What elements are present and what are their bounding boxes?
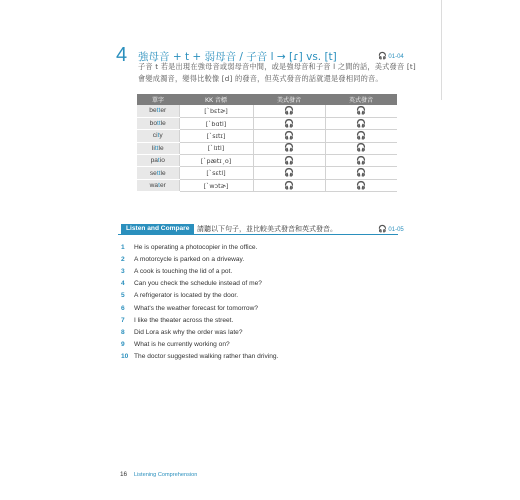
kk-phonetic-cell: [ˋbɑtl] bbox=[179, 117, 253, 129]
section-divider bbox=[118, 234, 398, 235]
page-edge-line bbox=[441, 0, 442, 100]
sentence-number: 4 bbox=[121, 280, 125, 288]
table-row bbox=[137, 130, 397, 142]
sentence-text: Can you check the schedule instead of me? bbox=[134, 280, 262, 288]
headphones-icon[interactable]: 🎧 bbox=[284, 130, 294, 140]
sentence-item bbox=[121, 279, 401, 289]
british-audio-cell[interactable] bbox=[325, 167, 397, 179]
british-audio-cell[interactable] bbox=[325, 130, 397, 142]
word-cell: little bbox=[137, 142, 179, 154]
sentence-number: 9 bbox=[121, 340, 125, 348]
sentence-item bbox=[121, 267, 401, 277]
american-audio-cell[interactable] bbox=[253, 155, 325, 167]
headphones-icon[interactable]: 🎧 bbox=[356, 118, 367, 128]
american-audio-cell[interactable] bbox=[253, 117, 325, 129]
headphones-icon[interactable]: 🎧 bbox=[284, 143, 294, 153]
american-audio-cell[interactable] bbox=[253, 179, 325, 191]
british-audio-cell[interactable] bbox=[325, 179, 397, 191]
sentence-text: He is operating a photocopier in the office. bbox=[134, 244, 258, 251]
kk-phonetic-cell: [ˋpætɪˏo] bbox=[179, 155, 253, 167]
word-cell: better bbox=[137, 105, 179, 117]
american-audio-cell[interactable] bbox=[253, 142, 325, 154]
footer-title: Listening Comprehension bbox=[133, 472, 198, 478]
headphones-icon[interactable]: 🎧 bbox=[284, 118, 294, 128]
table-row bbox=[137, 155, 397, 167]
explanation-line-1: 子音 t 若是出現在強母音或弱母音中間，或是強母音和子音 l 之間的話，美式發音 [t] bbox=[138, 62, 416, 71]
sentence-item bbox=[121, 316, 401, 326]
sentence-number: 8 bbox=[121, 328, 125, 336]
sentence-text: What is he currently working on? bbox=[134, 340, 230, 348]
sentence-item bbox=[121, 291, 401, 301]
audio-track-number: 01-05 bbox=[388, 227, 404, 233]
headphones-icon[interactable]: 🎧 bbox=[356, 130, 367, 140]
table-row bbox=[137, 179, 397, 191]
headphones-icon[interactable]: 🎧 bbox=[284, 155, 294, 165]
sentence-item bbox=[121, 328, 401, 338]
section-number: 4 bbox=[116, 44, 128, 66]
table-row bbox=[137, 167, 397, 179]
headphones-icon[interactable]: 🎧 bbox=[356, 105, 367, 115]
table-row bbox=[137, 105, 397, 117]
american-audio-cell[interactable] bbox=[253, 105, 325, 117]
word-cell: patio bbox=[137, 155, 179, 167]
sentence-item bbox=[121, 352, 401, 362]
headphones-icon: 🎧 bbox=[378, 226, 387, 233]
sentence-text: The doctor suggested walking rather than driving. bbox=[134, 352, 279, 360]
british-audio-cell[interactable] bbox=[325, 155, 397, 167]
headphones-icon[interactable]: 🎧 bbox=[284, 168, 294, 178]
american-audio-cell[interactable] bbox=[253, 167, 325, 179]
pronunciation-table bbox=[137, 94, 397, 192]
sentence-text: I like the theater across the street. bbox=[134, 316, 234, 324]
sentence-number: 2 bbox=[121, 256, 125, 264]
word-cell: water bbox=[137, 179, 179, 191]
american-audio-cell[interactable] bbox=[253, 130, 325, 142]
page-number: 16 bbox=[120, 471, 128, 478]
headphones-icon[interactable]: 🎧 bbox=[284, 105, 294, 115]
sentence-number: 3 bbox=[121, 268, 125, 276]
listen-compare-instruction: 請聽以下句子，並比較美式發音和英式發音。 bbox=[197, 225, 337, 233]
kk-phonetic-cell: [ˋlɪtl] bbox=[179, 142, 253, 154]
sentence-number: 7 bbox=[121, 316, 125, 324]
british-audio-cell[interactable] bbox=[325, 105, 397, 117]
header-british: 英式發音 bbox=[325, 94, 397, 105]
header-word: 單字 bbox=[137, 94, 179, 105]
word-cell: settle bbox=[137, 167, 179, 179]
sentence-item bbox=[121, 304, 401, 314]
headphones-icon[interactable]: 🎧 bbox=[356, 155, 367, 165]
audio-track-number: 01-04 bbox=[388, 54, 404, 60]
listen-compare-badge: Listen and Compare bbox=[121, 224, 194, 234]
pronunciation-rows bbox=[137, 105, 397, 192]
sentence-number: 6 bbox=[121, 304, 125, 312]
british-audio-cell[interactable] bbox=[325, 117, 397, 129]
kk-phonetic-cell: [ˋbɛtɚ] bbox=[179, 105, 253, 117]
headphones-icon[interactable]: 🎧 bbox=[356, 143, 367, 153]
header-kk: KK 音標 bbox=[179, 94, 253, 105]
kk-phonetic-cell: [ˋsɛtl] bbox=[179, 167, 253, 179]
sentence-text: A refrigerator is located by the door. bbox=[134, 292, 239, 300]
sentence-text: What's the weather forecast for tomorrow? bbox=[134, 304, 259, 312]
headphones-icon: 🎧 bbox=[378, 53, 387, 60]
headphones-icon[interactable]: 🎧 bbox=[284, 180, 294, 190]
headphones-icon[interactable]: 🎧 bbox=[356, 168, 367, 178]
audio-track-tag-2[interactable] bbox=[378, 225, 404, 233]
headphones-icon[interactable]: 🎧 bbox=[356, 180, 367, 190]
table-row bbox=[137, 117, 397, 129]
sentence-item bbox=[121, 255, 401, 265]
header-american: 美式發音 bbox=[253, 94, 325, 105]
word-cell: city bbox=[137, 130, 179, 142]
sentence-text: A cook is touching the lid of a pot. bbox=[134, 268, 233, 276]
sentence-item bbox=[121, 340, 401, 350]
sentence-number: 1 bbox=[121, 244, 125, 251]
section-title: 強母音 + t + 弱母音 / 子音 l → [ɾ] vs. [t] bbox=[138, 51, 337, 63]
sentence-text: A motorcycle is parked on a driveway. bbox=[134, 256, 245, 264]
explanation-line-2: 會變成濁音，變得比較像 [d] 的發音，但英式發音的話就還是發相同的音。 bbox=[138, 74, 383, 83]
word-cell: bottle bbox=[137, 117, 179, 129]
page-footer bbox=[120, 471, 197, 478]
british-audio-cell[interactable] bbox=[325, 142, 397, 154]
kk-phonetic-cell: [ˋwɔtɚ] bbox=[179, 179, 253, 191]
sentence-item bbox=[121, 243, 401, 253]
sentence-number: 5 bbox=[121, 292, 125, 300]
table-row bbox=[137, 142, 397, 154]
kk-phonetic-cell: [ˋsɪtɪ] bbox=[179, 130, 253, 142]
sentence-text: Did Lora ask why the order was late? bbox=[134, 328, 243, 336]
audio-track-tag[interactable] bbox=[378, 52, 404, 60]
sentence-number: 10 bbox=[121, 352, 129, 360]
